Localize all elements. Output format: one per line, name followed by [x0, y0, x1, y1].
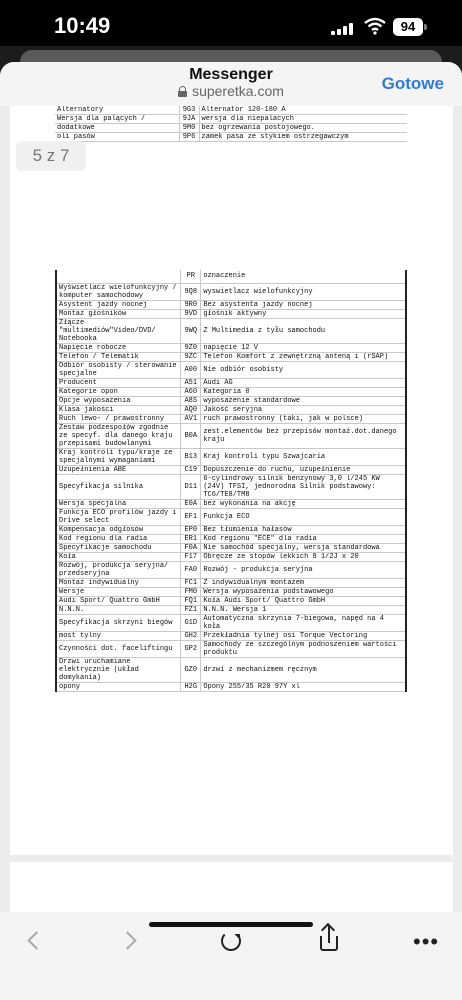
- row-label: Wersja wyposażenia podstawowego: [201, 587, 406, 596]
- table-row: [56, 499, 406, 508]
- more-button[interactable]: [407, 924, 447, 960]
- row-pr-code: FA0: [181, 561, 201, 578]
- row-pr-code: EF1: [181, 508, 201, 525]
- row-label: Kod regionu "ECE" dla radia: [201, 534, 406, 543]
- table-row: [56, 318, 406, 343]
- row-label: Obręcze ze stopów lekkich 8 1/2J x 20: [201, 552, 406, 561]
- battery-tip: [424, 24, 427, 30]
- row-label: ruch prawostronny (taki, jak w polsce): [201, 414, 406, 423]
- row-pr-code: B13: [181, 448, 201, 465]
- row-label: Koła Audi Sport/ Quattro GmbH: [201, 596, 406, 605]
- row-description: N.N.N.: [56, 605, 181, 614]
- row-description: Odbiór osobisty / sterowanie specjalne: [56, 361, 181, 378]
- row-pr-code: GP2: [181, 640, 201, 657]
- table-row: [56, 578, 406, 587]
- row-pr-code: AQ0: [181, 405, 201, 414]
- table-row: [56, 352, 406, 361]
- row-pr-code: 9ZC: [181, 352, 201, 361]
- row-label: Kategoria 0: [201, 387, 406, 396]
- row-description: Wersja specjalna: [56, 499, 181, 508]
- header-cell-description: [56, 270, 181, 283]
- table-row: [55, 106, 407, 115]
- row-pr-code: G1D: [181, 614, 201, 631]
- equipment-table-body: [56, 283, 406, 691]
- row-label: bez ogrzewania postojowego.: [199, 124, 407, 133]
- row-label: Kraj kontroli typu Szwajcaria: [201, 448, 406, 465]
- table-row: [56, 605, 406, 614]
- page-top-table-body: [55, 106, 407, 142]
- done-button[interactable]: Gotowe: [381, 74, 444, 93]
- row-label: N.N.N. Wersja 1: [201, 605, 406, 614]
- table-row: [56, 552, 406, 561]
- row-description: Kraj kontroli typu/kraje ze specjalnymi wymaganiami: [56, 448, 181, 465]
- table-header-row: [56, 270, 406, 283]
- row-label: Z indywidualnym montażem: [201, 578, 406, 587]
- table-row: [56, 640, 406, 657]
- row-label: Z Multimedia z tyłu samochodu: [201, 318, 406, 343]
- page-top-table: [55, 106, 407, 142]
- table-row: [55, 124, 407, 133]
- row-description: Drzwi uruchamiane elektrycznie (układ domykania): [56, 657, 181, 682]
- row-pr-code: C19: [181, 465, 201, 474]
- row-pr-code: 9G3: [179, 106, 199, 115]
- page-indicator: 5 z 7: [16, 141, 86, 171]
- table-row: [56, 405, 406, 414]
- table-row: [56, 631, 406, 640]
- row-label: Przekładnia tylnej osi Torque Vectoring: [201, 631, 406, 640]
- table-row: [56, 361, 406, 378]
- forward-button[interactable]: [111, 924, 151, 960]
- row-label: napięcie 12 V: [201, 343, 406, 352]
- row-label: Nie odbiór osobisty: [201, 361, 406, 378]
- table-row: [56, 657, 406, 682]
- table-row: [56, 508, 406, 525]
- row-description: Klasa jakości: [56, 405, 181, 414]
- row-label: wyswietlacz wielofunkcyjny: [201, 283, 406, 300]
- row-label: bez wykonania na akcję: [201, 499, 406, 508]
- row-description: Specyfikacja silnika: [56, 474, 181, 499]
- row-label: wyposażenie standardowe: [201, 396, 406, 405]
- table-row: [56, 309, 406, 318]
- row-pr-code: D11: [181, 474, 201, 499]
- browser-sheet: [0, 62, 462, 1000]
- equipment-table: [55, 270, 407, 692]
- row-description: most tylny: [56, 631, 181, 640]
- table-row: [56, 396, 406, 405]
- more-icon: •••: [413, 929, 440, 954]
- row-label: Bez tłumienia hałasów: [201, 525, 406, 534]
- row-pr-code: F0A: [181, 543, 201, 552]
- table-row: [56, 414, 406, 423]
- row-description: Producent: [56, 378, 181, 387]
- chevron-right-icon: [118, 931, 136, 949]
- row-label: głośnik aktywny: [201, 309, 406, 318]
- chevron-left-icon: [27, 931, 45, 949]
- row-description: Montaż głośników: [56, 309, 181, 318]
- row-pr-code: AV1: [181, 414, 201, 423]
- row-pr-code: GZ0: [181, 657, 201, 682]
- row-pr-code: F17: [181, 552, 201, 561]
- row-label: Rozwój - produkcja seryjna: [201, 561, 406, 578]
- row-label: zamek pasa ze stykiem ostrzegawczym: [199, 133, 407, 142]
- row-description: Wyświetlacz wielofunkcyjny / komputer samochodowy: [56, 283, 181, 300]
- row-label: Audi AG: [201, 378, 406, 387]
- browser-header: [0, 62, 462, 106]
- row-label: 6-cylindrowy silnik benzynowy 3,0 l/245 KW (24V) TFSI, jednorodna Silnik podstawowy: TC6/TE8/TM8: [201, 474, 406, 499]
- lock-icon: [178, 86, 187, 97]
- row-pr-code: FZ1: [181, 605, 201, 614]
- row-pr-code: E0A: [181, 499, 201, 508]
- row-pr-code: B0A: [181, 423, 201, 448]
- table-row: [56, 614, 406, 631]
- row-pr-code: GH2: [181, 631, 201, 640]
- row-description: dodatkowe: [55, 124, 179, 133]
- table-row: [56, 543, 406, 552]
- row-description: Alternatory: [55, 106, 179, 115]
- url-text: superetka.com: [192, 83, 284, 99]
- table-row: [55, 133, 407, 142]
- row-pr-code: A8S: [181, 396, 201, 405]
- row-description: Rozwój, produkcja seryjna/ przedseryjna: [56, 561, 181, 578]
- row-pr-code: EP0: [181, 525, 201, 534]
- row-description: Asystent jazdy nocnej: [56, 300, 181, 309]
- table-row: [56, 474, 406, 499]
- table-row: [56, 561, 406, 578]
- row-description: Telefon / Telematik: [56, 352, 181, 361]
- row-description: Zestaw podzespołów zgodnie ze specyf. dla danego kraju przepisami budowlanymi: [56, 423, 181, 448]
- table-row: [56, 682, 406, 691]
- row-description: Opcje wyposażenia: [56, 396, 181, 405]
- document-page-5: [10, 226, 453, 855]
- wifi-icon: [364, 17, 386, 35]
- row-label: Telefon Komfort z zewnętrzną anteną i (rSAP): [201, 352, 406, 361]
- table-row: [56, 423, 406, 448]
- row-label: zest.elementów bez przepisów montaż.dot.danego kraju: [201, 423, 406, 448]
- row-pr-code: 9JA: [179, 115, 199, 124]
- row-description: Montaż indywidualny: [56, 578, 181, 587]
- row-pr-code: A51: [181, 378, 201, 387]
- row-pr-code: 9P6: [179, 133, 199, 142]
- table-row: [56, 283, 406, 300]
- table-row: [56, 448, 406, 465]
- reload-button[interactable]: [211, 924, 251, 960]
- row-label: Bez asystenta jazdy nocnej: [201, 300, 406, 309]
- reload-icon: [221, 931, 241, 951]
- row-pr-code: 9M0: [179, 124, 199, 133]
- header-cell-label: oznaczenie: [201, 270, 406, 283]
- cellular-signal-icon: [331, 23, 353, 35]
- row-pr-code: 9VD: [181, 309, 201, 318]
- table-row: [56, 525, 406, 534]
- table-row: [56, 300, 406, 309]
- status-time: 10:49: [54, 13, 111, 38]
- row-pr-code: ER1: [181, 534, 201, 543]
- row-label: Nie samochód specjalny, wersja standardowa: [201, 543, 406, 552]
- sheet-title: Messenger: [189, 66, 273, 83]
- table-row: [56, 378, 406, 387]
- row-pr-code: 9R0: [181, 300, 201, 309]
- row-label: Dopuszczenie do ruchu, uzupełnienie: [201, 465, 406, 474]
- row-description: Kod regionu dla radia: [56, 534, 181, 543]
- row-description: Wersja dla palących /: [55, 115, 179, 124]
- row-pr-code: FQ1: [181, 596, 201, 605]
- row-description: oli pasów: [55, 133, 179, 142]
- row-label: Opony 255/35 R20 97Y xl: [201, 682, 406, 691]
- row-label: Jakość seryjna: [201, 405, 406, 414]
- row-pr-code: 9WQ: [181, 318, 201, 343]
- row-label: Samochody ze szczególnym podnoszeniem wartości produktu: [201, 640, 406, 657]
- row-description: Napięcie robocze: [56, 343, 181, 352]
- row-description: Specyfikacje samochodu: [56, 543, 181, 552]
- row-description: Audi Sport/ Quattro GmbH: [56, 596, 181, 605]
- row-pr-code: 9Z0: [181, 343, 201, 352]
- row-description: Złącze "multimediów"Video/DVD/ Notebooka: [56, 318, 181, 343]
- row-description: Koła: [56, 552, 181, 561]
- row-pr-code: A00: [181, 361, 201, 378]
- row-description: Specyfikacja skrzyni biegów: [56, 614, 181, 631]
- table-row: [55, 115, 407, 124]
- row-label: drzwi z mechanizmem ręcznym: [201, 657, 406, 682]
- back-button[interactable]: [17, 924, 57, 960]
- row-description: Ruch lewo- / prawostronny: [56, 414, 181, 423]
- row-description: Uzupełnienia ABE: [56, 465, 181, 474]
- table-row: [56, 387, 406, 396]
- row-description: Funkcja ECO profilów jazdy i Drive select: [56, 508, 181, 525]
- table-row: [56, 587, 406, 596]
- header-cell-pr: PR: [181, 270, 201, 283]
- row-description: Kategorie opon: [56, 387, 181, 396]
- battery-icon: 94: [393, 18, 423, 36]
- table-row: [56, 343, 406, 352]
- row-label: Automatyczna skrzynia 7-biegowa, napęd na 4 koła: [201, 614, 406, 631]
- table-row: [56, 596, 406, 605]
- row-label: wersja dla niepalacych: [199, 115, 407, 124]
- row-pr-code: FM0: [181, 587, 201, 596]
- share-button[interactable]: [309, 924, 349, 960]
- row-pr-code: FC1: [181, 578, 201, 587]
- row-label: Funkcja ECO: [201, 508, 406, 525]
- row-description: Czynności dot. faceliftingu: [56, 640, 181, 657]
- row-description: Wersje: [56, 587, 181, 596]
- row-pr-code: H2G: [181, 682, 201, 691]
- table-row: [56, 534, 406, 543]
- row-pr-code: A60: [181, 387, 201, 396]
- table-row: [56, 465, 406, 474]
- row-description: opony: [56, 682, 181, 691]
- home-indicator: [149, 922, 313, 927]
- row-label: Alternator 120-180 A: [199, 106, 407, 115]
- row-description: Kompensacja odgłosów: [56, 525, 181, 534]
- row-pr-code: 9Q8: [181, 283, 201, 300]
